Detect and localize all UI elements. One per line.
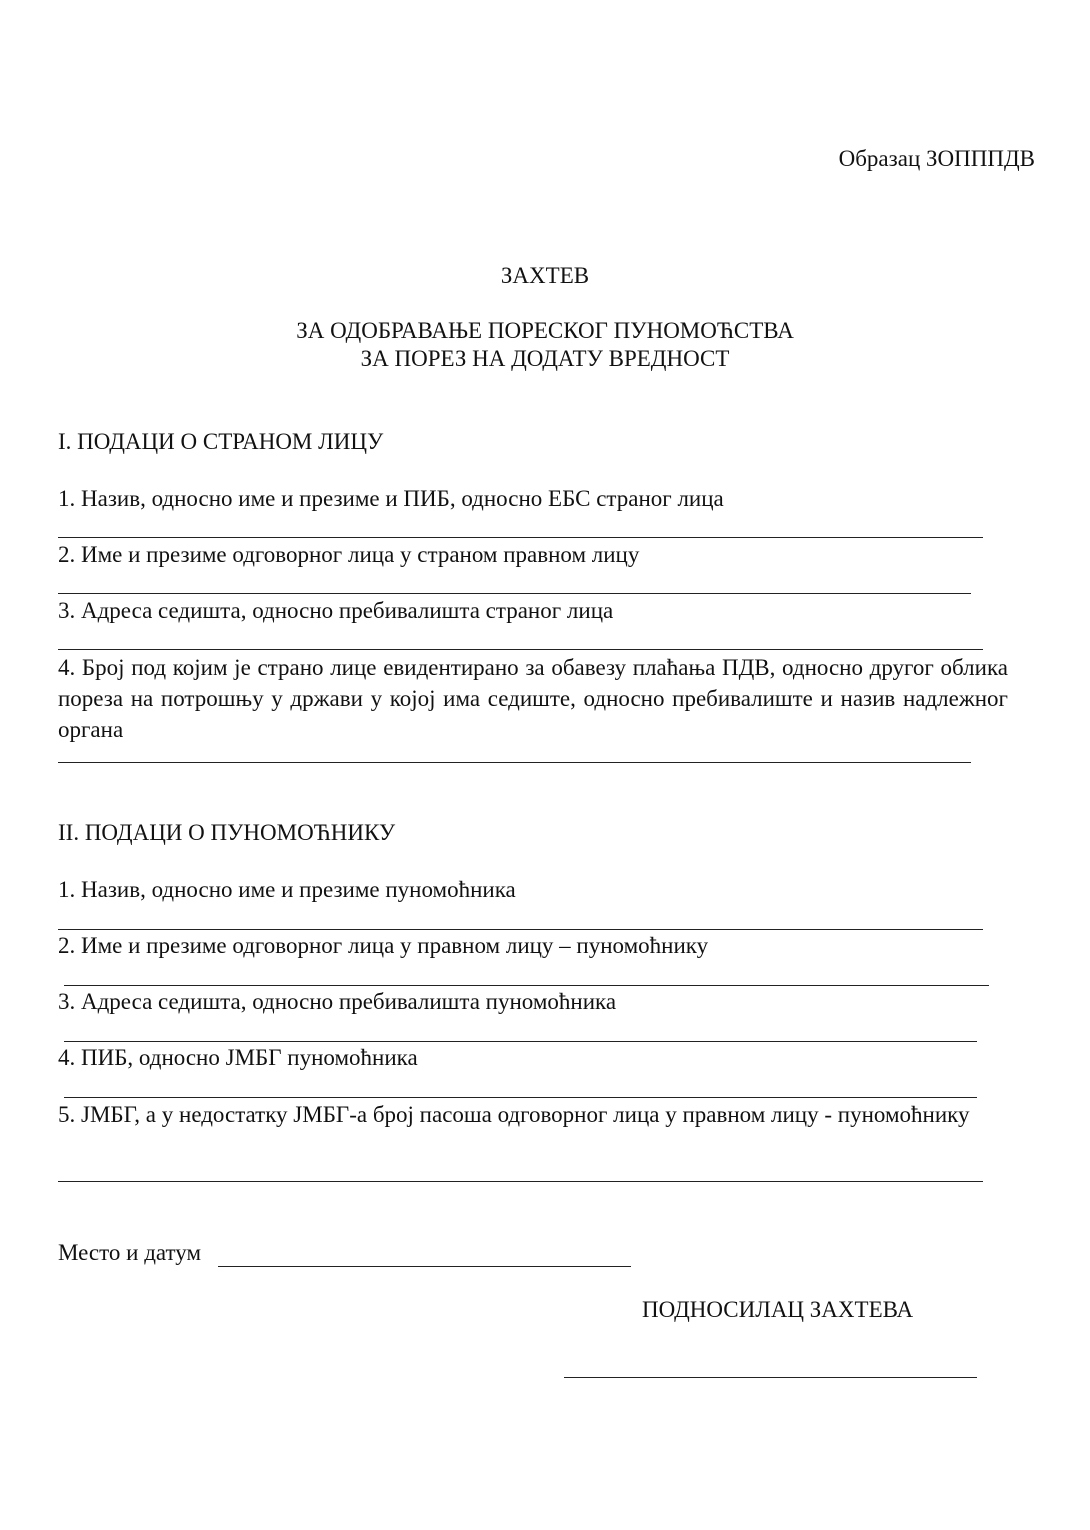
- document-title: ЗАХТЕВ: [500, 263, 590, 288]
- section-2-item-5-input-line[interactable]: [58, 1181, 983, 1182]
- section-2-heading: II. ПОДАЦИ О ПУНОМОЋНИКУ: [58, 820, 396, 845]
- section-1-item-2-input-line[interactable]: [58, 593, 971, 594]
- section-2-item-2-label: 2. Име и презиме одговорног лица у правном лицу – пуномоћнику: [58, 933, 709, 958]
- place-date-input-line[interactable]: [218, 1266, 631, 1267]
- section-2-item-4-label: 4. ПИБ, односно ЈМБГ пуномоћника: [58, 1045, 418, 1070]
- place-date-label: Место и датум: [58, 1240, 202, 1265]
- section-1-item-2-label: 2. Име и презиме одговорног лица у страном правном лицу: [58, 542, 640, 567]
- section-1-heading: I. ПОДАЦИ О СТРАНОМ ЛИЦУ: [58, 429, 384, 454]
- applicant-signature-line[interactable]: [564, 1377, 977, 1378]
- form-code: Образац ЗОПППДВ: [838, 146, 1035, 171]
- section-1-item-1-label: 1. Назив, односно име и презиме и ПИБ, односно ЕБС страног лица: [58, 486, 724, 511]
- section-2-item-3-label: 3. Адреса седишта, односно пребивалишта пуномоћника: [58, 989, 617, 1014]
- section-2-item-2-input-line[interactable]: [64, 985, 989, 986]
- section-1-item-3-label: 3. Адреса седишта, односно пребивалишта страног лица: [58, 598, 614, 623]
- section-1-item-1-input-line[interactable]: [58, 537, 983, 538]
- section-1-item-3-input-line[interactable]: [58, 649, 983, 650]
- document-subtitle-line-2: ЗА ПОРЕЗ НА ДОДАТУ ВРЕДНОСТ: [360, 346, 730, 371]
- section-2-item-5-label: 5. ЈМБГ, а у недостатку ЈМБГ-а број пасоша одговорног лица у правном лицу - пуномоћнику: [58, 1102, 970, 1127]
- section-2-item-1-input-line[interactable]: [58, 929, 983, 930]
- section-1-item-4-label: 4. Број под којим је страно лице евидентирано за обавезу плаћања ПДВ, односно другог облика пореза на потрошњу у држави у којој има седиште, односно пребивалиште и назив надлежног органа: [58, 655, 1008, 742]
- section-2-item-3-input-line[interactable]: [64, 1041, 977, 1042]
- section-2-item-1-label: 1. Назив, односно име и презиме пуномоћника: [58, 877, 516, 902]
- section-1-item-4-input-line[interactable]: [58, 762, 971, 763]
- document-subtitle-line-1: ЗА ОДОБРАВАЊЕ ПОРЕСКОГ ПУНОМОЋСТВА: [296, 318, 794, 343]
- section-2-item-4-input-line[interactable]: [64, 1097, 977, 1098]
- applicant-label: ПОДНОСИЛАЦ ЗАХТЕВА: [642, 1297, 914, 1322]
